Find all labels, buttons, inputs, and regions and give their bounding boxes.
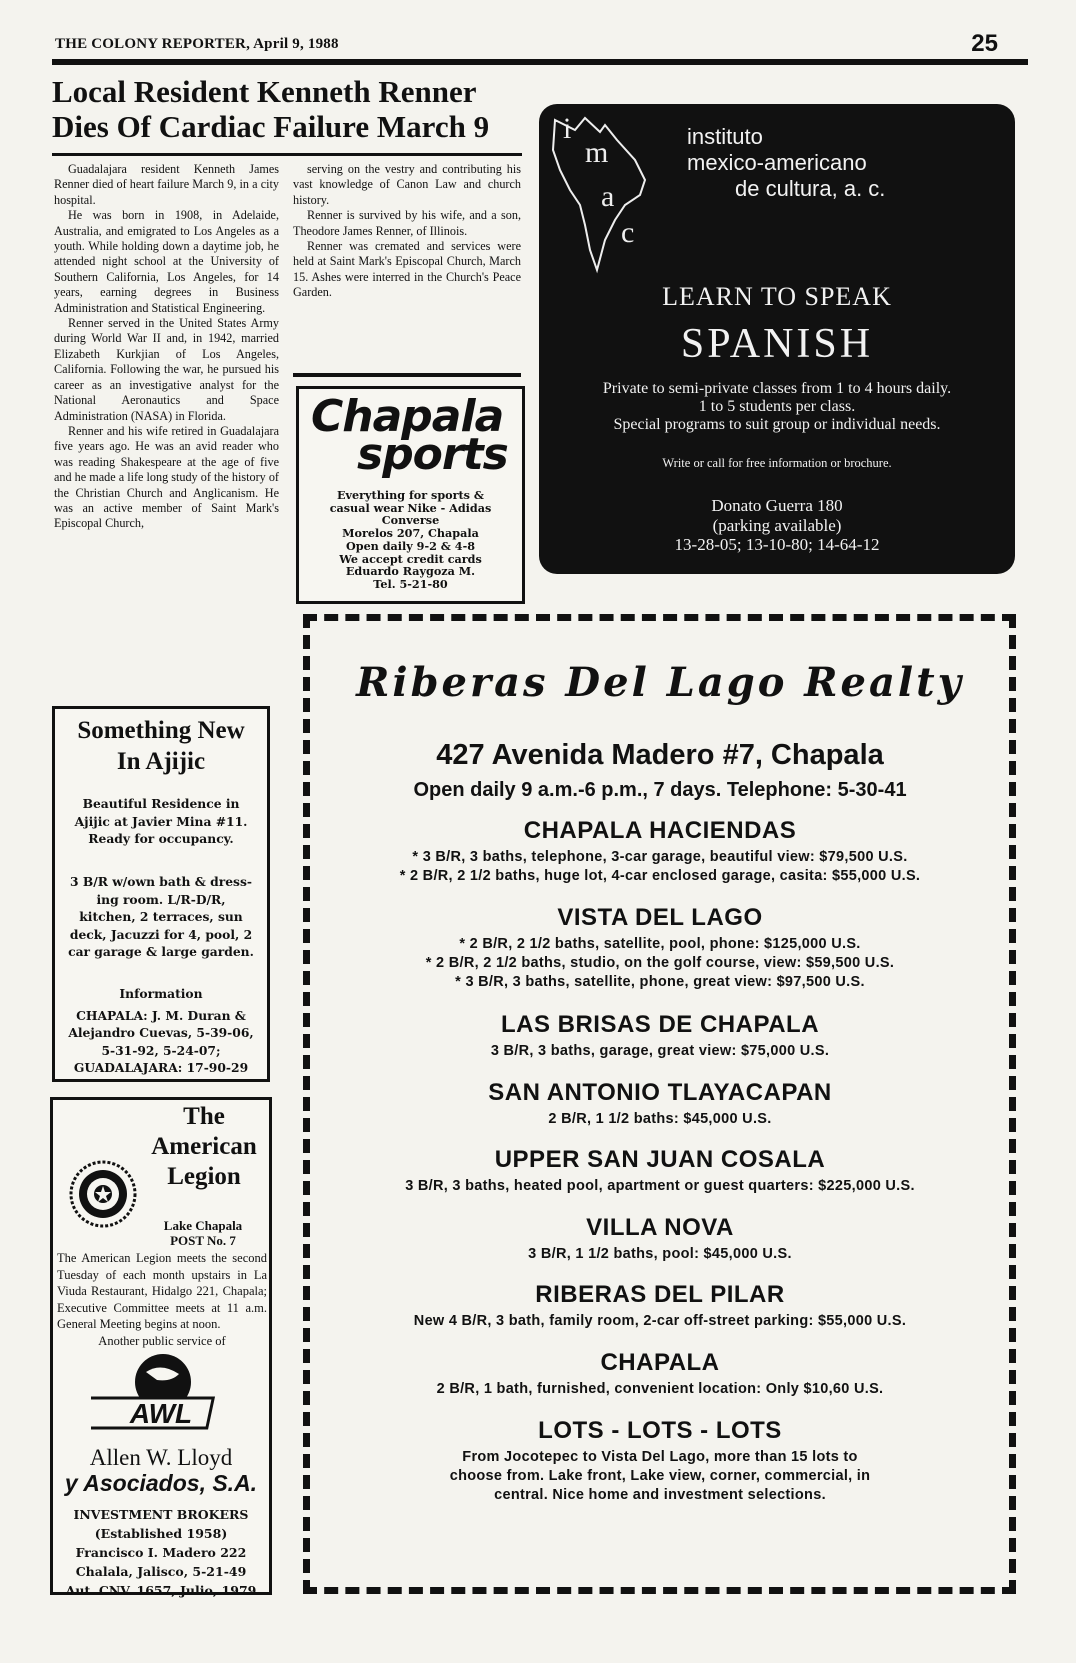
column-rule — [293, 373, 521, 377]
awl-line: Chalala, Jalisco, 5-21-49 — [75, 1564, 247, 1579]
listing-chapala — [310, 1349, 1010, 1399]
riberas-title: Riberas Del Lago Realty — [356, 659, 964, 706]
spanish-heading: SPANISH — [680, 321, 874, 367]
listing-heading: SAN ANTONIO TLAYACAPAN — [488, 1079, 832, 1106]
legion-title — [139, 1102, 269, 1192]
legion-post — [143, 1218, 263, 1248]
headline-line-2: Dies Of Cardiac Failure March 9 — [52, 109, 490, 144]
inst-letter-a: a — [601, 180, 615, 213]
ajijic-ad — [52, 706, 270, 1082]
article-column-2 — [293, 162, 521, 301]
awl-line: Francisco I. Madero 222 — [75, 1545, 247, 1560]
listing-upper-san-juan — [310, 1146, 1010, 1196]
listing-line: 3 B/R, 3 baths, garage, great view: $75,000 U.S. — [490, 1043, 830, 1059]
awl-line: (Established 1958) — [94, 1526, 228, 1541]
sports-ad-line: Eduardo Raygoza M. — [345, 564, 476, 579]
awl-line: INVESTMENT BROKERS — [73, 1507, 249, 1522]
sports-ad-line: Morelos 207, Chapala — [342, 526, 479, 541]
sports-ad-text — [301, 489, 520, 591]
sports-ad-line: We accept credit cards — [339, 551, 482, 566]
listing-chapala-haciendas — [310, 817, 1010, 886]
article-paragraph: Renner is survived by his wife, and a son, Theodore James Renner, of Illinois. — [293, 208, 521, 238]
legion-service-text: Another public service of — [98, 1333, 226, 1348]
article-paragraph: Guadalajara resident Kenneth James Renner died of heart failure March 9, in a city hospital. — [54, 162, 279, 207]
ajijic-title — [55, 715, 267, 777]
legion-post-line: POST No. 7 — [170, 1233, 236, 1248]
lots-text — [310, 1448, 1010, 1505]
riberas-hours: Open daily 9 a.m.-6 p.m., 7 days. Telephone: 5-30-41 — [413, 779, 907, 801]
ajijic-info-label: Information — [119, 986, 203, 1001]
headline-line-1: Local Resident Kenneth Renner — [52, 74, 477, 109]
ajijic-line: car garage & large garden. — [68, 944, 254, 959]
instituto-classes-text — [539, 380, 1015, 434]
listing-line: 2 B/R, 1 bath, furnished, convenient location: Only $10,60 U.S. — [436, 1381, 884, 1397]
listing-heading: RIBERAS DEL PILAR — [535, 1281, 785, 1308]
sports-logo-line-1: Chapala — [311, 391, 504, 442]
american-legion-ad — [50, 1097, 272, 1598]
listing-heading: VISTA DEL LAGO — [557, 904, 763, 931]
instituto-name-line: instituto — [687, 124, 763, 149]
learn-to-speak: LEARN TO SPEAK — [662, 282, 892, 311]
chapala-sports-ad — [296, 386, 525, 604]
ajijic-line: Alejandro Cuevas, 5-39-06, — [68, 1025, 254, 1040]
sports-ad-line: Everything for sports & — [337, 488, 484, 502]
listing-vista-del-lago — [310, 904, 1010, 992]
listing-san-antonio — [310, 1079, 1010, 1129]
article-paragraph: He was born in 1908, in Adelaide, Australia, and emigrated to Los Angeles as a youth. While holding down a daytime job, he attended night school at the University of Southern California, Los Angeles, for 14 years, earning degrees in Business Administration and Statistical Engineering. — [54, 208, 279, 315]
listing-heading: CHAPALA HACIENDAS — [523, 817, 797, 844]
listing-riberas-del-pilar — [310, 1281, 1010, 1331]
legion-emblem-icon — [67, 1158, 139, 1230]
legion-title-line: The — [183, 1103, 225, 1130]
ajijic-features — [57, 873, 265, 961]
listing-line: * 3 B/R, 3 baths, satellite, phone, great view: $97,500 U.S. — [455, 974, 865, 990]
headline-rule — [52, 153, 522, 156]
article-paragraph: Renner was cremated and services were held at Saint Mark's Episcopal Church, March 15. Ashes were interred in the Church's Peace Garden. — [293, 239, 521, 300]
article-column-1 — [54, 162, 279, 532]
page-number: 25 — [971, 30, 998, 57]
sports-ad-line: Tel. 5-21-80 — [373, 576, 448, 591]
listing-line: * 2 B/R, 2 1/2 baths, studio, on the golf course, view: $59,500 U.S. — [425, 955, 895, 971]
article-paragraph: Renner and his wife retired in Guadalajara five years ago. He was an avid reader who was reading Shakespeare at the age of five and he made a life long study of the history of the Christian Church and Anglicanism. He was an active member of Saint Mark's Episcopal Church, — [54, 423, 279, 531]
article-headline — [52, 74, 532, 144]
instituto-address — [539, 496, 1015, 555]
listing-line: New 4 B/R, 3 bath, family room, 2-car off-street parking: $55,000 U.S. — [413, 1313, 907, 1329]
ajijic-line: Ajijic at Javier Mina #11. — [74, 813, 248, 829]
awl-line: Aut. CNV. 1657, Julio, 1979 — [65, 1583, 257, 1598]
sports-ad-line: Converse — [381, 513, 440, 528]
instituto-name-line: de cultura, a. c. — [735, 176, 886, 201]
riberas-address: 427 Avenida Madero #7, Chapala — [436, 739, 884, 771]
awl-logo — [91, 1352, 231, 1442]
ajijic-line: CHAPALA: J. M. Duran & — [76, 1007, 246, 1023]
listing-line: central. Nice home and investment selections. — [494, 1487, 826, 1503]
sports-ad-line: Open daily 9-2 & 4-8 — [346, 538, 475, 553]
listing-line: 2 B/R, 1 1/2 baths: $45,000 U.S. — [548, 1111, 772, 1127]
legion-title-line: Legion — [167, 1163, 241, 1190]
inst-letter-c: c — [621, 216, 635, 249]
ajijic-title-line: In Ajijic — [116, 748, 206, 775]
awl-details — [53, 1505, 269, 1600]
ajijic-description — [57, 795, 265, 848]
instituto-ad — [539, 104, 1015, 574]
ajijic-information — [57, 985, 265, 1077]
sports-ad-line: casual wear Nike - Adidas — [329, 500, 492, 515]
article-paragraph: Renner served in the United States Army during World War II and, in 1942, married Elizabeth Kurkjian of Los Angeles, California. Following the war, he pursued his career as an investigative analyst for the National Aeronautics and Space Administration (NASA) in Florida. — [54, 316, 279, 423]
listing-lots — [310, 1417, 1010, 1505]
ajijic-line: Ready for occupancy. — [88, 831, 234, 846]
instituto-name — [687, 124, 885, 202]
listing-line: choose from. Lake front, Lake view, corner, commercial, in — [449, 1468, 871, 1484]
listing-heading: LAS BRISAS DE CHAPALA — [500, 1011, 820, 1038]
instituto-classes-line: 1 to 5 students per class. — [698, 398, 856, 415]
listing-villa-nova — [310, 1214, 1010, 1264]
ajijic-line: GUADALAJARA: 17-90-29 — [73, 1060, 249, 1075]
instituto-write-text: Write or call for free information or brochure. — [662, 456, 892, 470]
listing-line: * 2 B/R, 2 1/2 baths, satellite, pool, phone: $125,000 U.S. — [459, 936, 861, 952]
listing-heading: UPPER SAN JUAN COSALA — [494, 1146, 826, 1173]
awl-logo-text: AWL — [129, 1398, 193, 1429]
listing-heading: VILLA NOVA — [586, 1214, 734, 1241]
awl-subtitle: y Asociados, S.A. — [64, 1470, 258, 1496]
listing-line: 3 B/R, 1 1/2 baths, pool: $45,000 U.S. — [528, 1246, 792, 1262]
ajijic-line: 3 B/R w/own bath & dress- — [69, 874, 252, 889]
legion-post-line: Lake Chapala — [163, 1218, 243, 1233]
listing-heading: LOTS - LOTS - LOTS — [538, 1417, 782, 1444]
instituto-address-line: Donato Guerra 180 — [711, 496, 843, 515]
ajijic-line: 5-31-92, 5-24-07; — [101, 1042, 221, 1058]
header-rule — [52, 59, 1028, 65]
instituto-name-line: mexico-americano — [687, 150, 867, 175]
riberas-realty-ad — [303, 614, 1016, 1594]
listing-line: 3 B/R, 3 baths, heated pool, apartment or guest quarters: $225,000 U.S. — [405, 1178, 915, 1194]
listing-heading: CHAPALA — [600, 1349, 720, 1376]
legion-title-line: American — [151, 1133, 257, 1160]
ajijic-line: kitchen, 2 terraces, sun — [79, 909, 243, 924]
ajijic-line: ing room. L/R-D/R, — [96, 891, 226, 907]
instituto-phones: 13-28-05; 13-10-80; 14-64-12 — [674, 535, 880, 554]
sports-logo-line-2: sports — [357, 429, 508, 480]
legion-meeting-text: The American Legion meets the second Tuesday of each month upstairs in La Viuda Restaurant, Hidalgo 221, Chapala; Executive Committee meets at 11 a.m. General Meeting begins at noon. — [57, 1251, 267, 1331]
instituto-address-line: (parking available) — [712, 515, 842, 535]
ajijic-line: Beautiful Residence in — [82, 796, 240, 811]
ajijic-line: deck, Jacuzzi for 4, pool, 2 — [69, 926, 253, 942]
awl-name: Allen W. Lloyd — [89, 1445, 233, 1470]
instituto-classes-line: Special programs to suit group or individual needs. — [613, 416, 941, 433]
listing-line: * 2 B/R, 2 1/2 baths, huge lot, 4-car enclosed garage, casita: $55,000 U.S. — [399, 868, 921, 884]
inst-letter-m: m — [585, 136, 609, 169]
listing-line: * 3 B/R, 3 baths, telephone, 3-car garage, beautiful view: $79,500 U.S. — [412, 849, 908, 865]
legion-text — [57, 1250, 267, 1349]
article-paragraph: serving on the vestry and contributing his vast knowledge of Canon Law and church history. — [293, 162, 521, 207]
inst-letter-i: i — [563, 112, 572, 145]
listing-las-brisas — [310, 1011, 1010, 1061]
masthead: THE COLONY REPORTER, April 9, 1988 — [55, 36, 339, 52]
instituto-classes-line: Private to semi-private classes from 1 to 4 hours daily. — [602, 380, 952, 397]
listing-line: From Jocotepec to Vista Del Lago, more than 15 lots to — [462, 1449, 858, 1465]
ajijic-title-line: Something New — [77, 717, 245, 744]
